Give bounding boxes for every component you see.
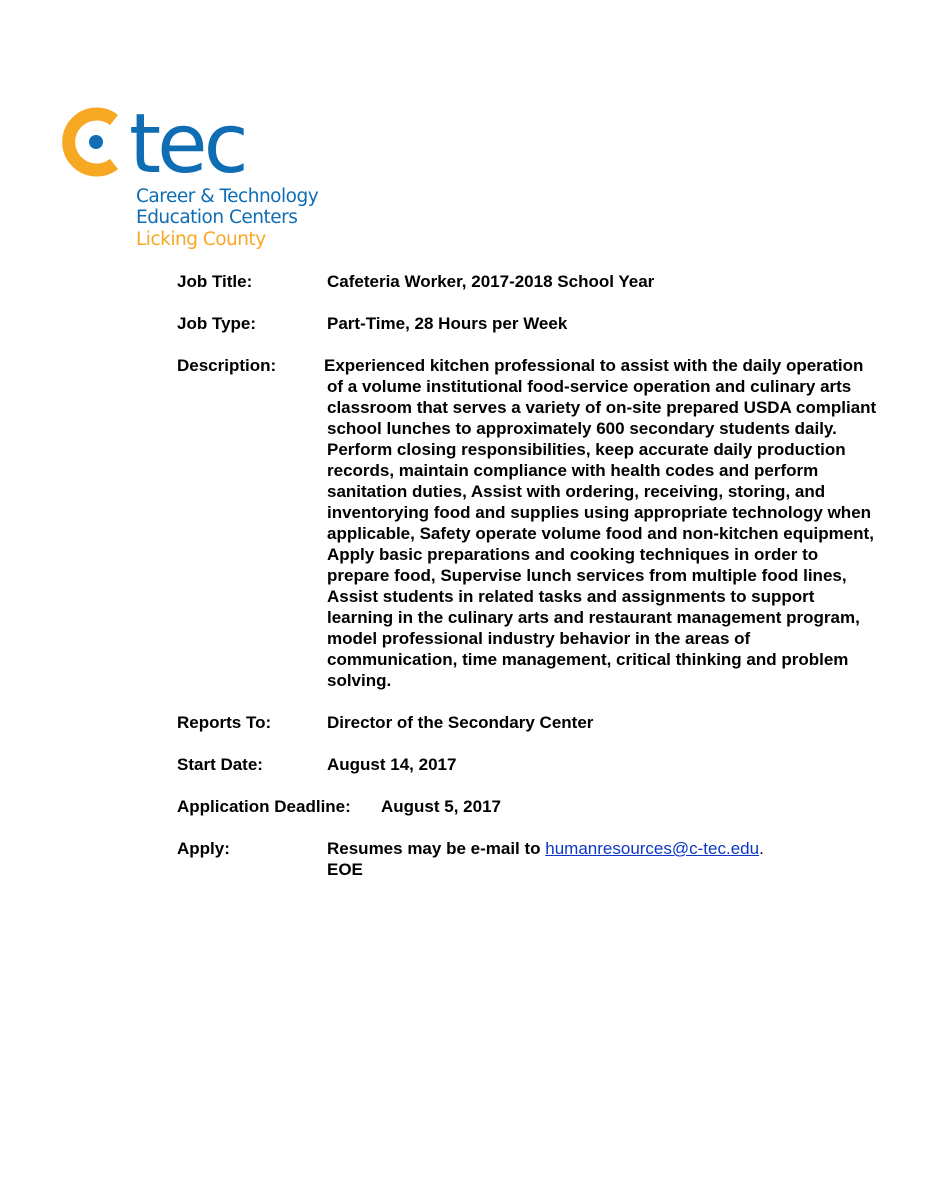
job-title-row xyxy=(177,271,877,292)
reports-to-row xyxy=(177,712,877,733)
logo-line-county: Licking County xyxy=(136,229,266,250)
apply-value xyxy=(327,838,877,880)
description-value: Experienced kitchen professional to assist with the daily operation of a volume institutional food-service operation and culinary arts classroom that serves a variety of on-site prepared USDA compliant school lunches to approximately 600 secondary students daily. Perform closing responsibilities, keep accurate daily production records, maintain compliance with health codes and perform sanitation duties, Assist with ordering, receiving, storing, and inventorying food and supplies using appropriate technology when applicable, Safety operate volume food and non-kitchen equipment, Apply basic preparations and cooking techniques in order to prepare food, Supervise lunch services from multiple food lines, Assist students in related tasks and assignments to support learning in the culinary arts and restaurant management program, model professional industry behavior in the areas of communication, time management, critical thinking and problem solving. xyxy=(324,356,877,690)
job-posting xyxy=(177,271,877,901)
svg-text:tec: tec xyxy=(129,97,245,186)
ctec-wordmark-icon xyxy=(56,94,306,186)
description-row xyxy=(177,355,877,691)
job-type-row xyxy=(177,313,877,334)
email-link[interactable]: humanresources@c-tec.edu xyxy=(545,839,760,858)
apply-label: Apply: xyxy=(177,839,230,858)
ctec-logo xyxy=(56,94,319,254)
apply-row xyxy=(177,838,877,880)
job-title-value: Cafeteria Worker, 2017-2018 School Year xyxy=(327,272,655,291)
logo-line-education: Education Centers xyxy=(136,207,298,228)
job-type-value: Part-Time, 28 Hours per Week xyxy=(327,314,568,333)
eoe-text: EOE xyxy=(327,860,363,879)
job-title-label: Job Title: xyxy=(177,272,253,291)
job-type-label: Job Type: xyxy=(177,314,257,333)
deadline-row xyxy=(177,796,877,817)
reports-to-value: Director of the Secondary Center xyxy=(327,713,594,732)
deadline-label: Application Deadline: xyxy=(177,797,351,816)
apply-text: Resumes may be e-mail to xyxy=(327,839,546,858)
start-date-label: Start Date: xyxy=(177,755,263,774)
description-label: Description: xyxy=(177,356,277,375)
apply-trailing: . xyxy=(759,839,764,858)
start-date-row xyxy=(177,754,877,775)
start-date-value: August 14, 2017 xyxy=(327,755,457,774)
logo-line-career: Career & Technology xyxy=(136,186,319,207)
deadline-value: August 5, 2017 xyxy=(381,797,501,816)
reports-to-label: Reports To: xyxy=(177,713,272,732)
